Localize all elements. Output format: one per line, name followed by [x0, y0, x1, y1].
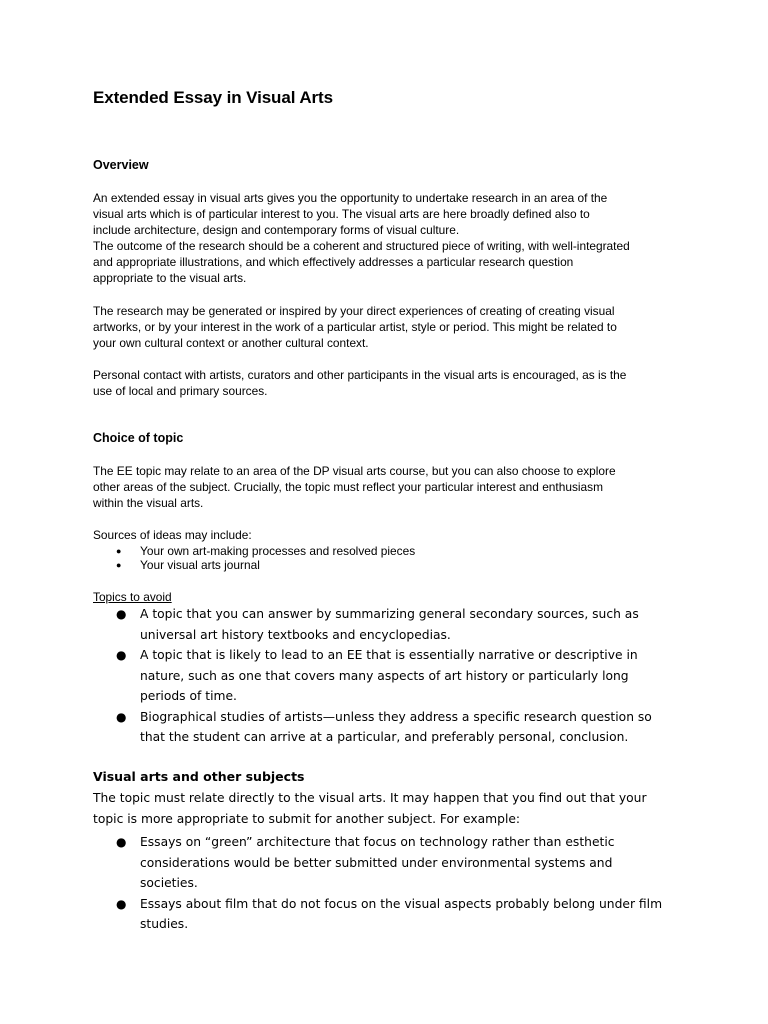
bullet-icon: ● — [116, 607, 127, 621]
text-line: The topic must relate directly to the visual arts. It may happen that you find out that your — [93, 791, 647, 805]
text-line: The EE topic may relate to an area of the DP visual arts course, but you can also choose to explore — [93, 464, 616, 478]
bullet-icon: ● — [116, 709, 127, 724]
list-item-text: Your own art-making processes and resolved pieces — [140, 544, 416, 558]
list-item-text: A topic that is likely to lead to an EE that is essentially narrative or descriptive in — [140, 648, 638, 662]
list-item-text: universal art history textbooks and encyclopedias. — [140, 627, 451, 642]
list-item — [93, 544, 415, 558]
list-item — [93, 645, 652, 707]
choice-heading: Choice of topic — [93, 431, 184, 445]
list-item-text: nature, such as one that covers many aspects of art history or particularly long — [140, 668, 629, 683]
text-line: within the visual arts. — [93, 496, 204, 510]
topics-to-avoid-label: Topics to avoid — [93, 590, 172, 604]
list-item — [93, 558, 415, 572]
list-item — [93, 604, 652, 645]
text-line: Sources of ideas may include: — [93, 528, 252, 542]
text-line: An extended essay in visual arts gives you the opportunity to undertake research in an area of the — [93, 191, 608, 205]
text-line: visual arts which is of particular interest to you. The visual arts are here broadly defined also to — [93, 207, 590, 221]
list-item-text: Essays about film that do not focus on the visual aspects probably belong under film — [140, 896, 663, 911]
list-item-text: studies. — [140, 917, 189, 931]
list-item-text: periods of time. — [140, 689, 237, 703]
bullet-icon: ● — [116, 560, 122, 570]
text-line: The research may be generated or inspired by your direct experiences of creating of creating visual — [93, 304, 615, 318]
text-line: other areas of the subject. Crucially, the topic must reflect your particular interest and enthusiasm — [93, 480, 603, 494]
overview-paragraph-1 — [93, 190, 683, 286]
text-line: topic is more appropriate to submit for another subject. For example: — [93, 811, 521, 826]
bullet-icon: ● — [116, 896, 127, 911]
bullet-icon: ● — [116, 648, 127, 662]
list-item-text: Biographical studies of artists—unless they address a specific research question so — [140, 709, 652, 724]
overview-paragraph-2 — [93, 303, 683, 351]
choice-paragraph — [93, 463, 683, 511]
list-item-text: societies. — [140, 876, 198, 890]
examples-list — [93, 832, 662, 935]
list-item — [93, 707, 652, 748]
other-subjects-heading: Visual arts and other subjects — [93, 769, 305, 784]
bullet-icon: ● — [116, 546, 122, 556]
overview-paragraph-3 — [93, 367, 683, 399]
list-item-text: A topic that you can answer by summarizing general secondary sources, such as — [140, 607, 639, 621]
sources-list — [93, 544, 415, 572]
list-item — [93, 832, 662, 894]
list-item-text: Essays on “green” architecture that focus on technology rather than esthetic — [140, 835, 615, 849]
list-item-text: Your visual arts journal — [140, 558, 260, 572]
text-line: use of local and primary sources. — [93, 384, 268, 398]
bullet-icon: ● — [116, 835, 127, 849]
text-line: your own cultural context or another cultural context. — [93, 336, 369, 350]
text-line: Personal contact with artists, curators and other participants in the visual arts is encouraged, as is the — [93, 368, 627, 382]
list-item — [93, 894, 662, 935]
avoid-list — [93, 604, 652, 748]
text-line: and appropriate illustrations, and which effectively addresses a particular research question — [93, 255, 574, 269]
sources-intro — [93, 527, 683, 543]
list-item-text: considerations would be better submitted under environmental systems and — [140, 855, 613, 870]
other-subjects-paragraph — [93, 788, 683, 829]
overview-heading: Overview — [93, 158, 149, 172]
text-line: artworks, or by your interest in the work of a particular artist, style or period. This might be related to — [93, 320, 617, 334]
text-line: appropriate to the visual arts. — [93, 271, 247, 285]
list-item-text: that the student can arrive at a particular, and preferably personal, conclusion. — [140, 730, 629, 744]
page-title: Extended Essay in Visual Arts — [93, 88, 333, 107]
text-line: The outcome of the research should be a coherent and structured piece of writing, with well-integrated — [93, 239, 630, 253]
text-line: include architecture, design and contemporary forms of visual culture. — [93, 223, 460, 237]
